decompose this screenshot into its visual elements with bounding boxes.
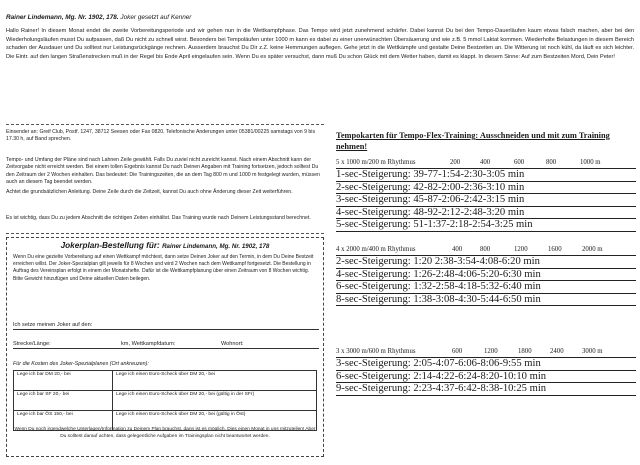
steigerung-row: 3-sec-Steigerung: 2:05-4:07-6:06-8:06-9:55 min xyxy=(336,357,636,371)
note-guidance: Achtet die grundsätzlichen Anleitung. Deine Zeile durch die Zeitzeit, kannst Du auch ohne Änderung dieser Zeit weiterführen. xyxy=(6,189,293,195)
rhythm-tick: 200 xyxy=(450,159,461,166)
rhythm-tick: 2000 m xyxy=(582,246,603,253)
payment-option-cash[interactable]: Lege ich bar ÖS 150,- bei xyxy=(14,411,113,431)
steigerung-row: 5-sec-Steigerung: 51-1:37-2:18-2:54-3:25 min xyxy=(336,219,636,232)
rhythm-tick: 800 xyxy=(546,159,557,166)
steigerung-row: 6-sec-Steigerung: 2:14-4:22-6:24-8:20-10:10 min xyxy=(336,371,636,384)
steigerung-row: 4-sec-Steigerung: 48-92-2:12-2:48-3:20 min xyxy=(336,207,636,220)
rhythm-label: 3 x 3000 m/600 m Rhythmus xyxy=(336,348,416,355)
note-tempo: Tempo- und Umfang der Pläne sind nach Lahnen Zeile gewählt. Falls Du zuviel nicht zureicht kannst. Nach einem Abschnitt kann der Zeitvorgabe nicht erreicht werden. Bei einem tollen Ergebnis kannst Du nach Deinen Angaben mit Training fortsetzen, jedoch solltest Du den Zeitraum der 2 Wochen einhalten. Das bedeutet: Die Trainingszeiten, die an dem Tag 800 m und 1000 m festgelegt wurden, müssen auch an diesem Tag beendet werden. xyxy=(6,157,320,186)
table-row xyxy=(14,391,317,411)
table-row xyxy=(14,371,317,391)
intro-paragraph: Hallo Rainer! In diesem Monat endet die zweite Vorbereitungsperiode und wir gehen nun in die Wettkampfphase. Das Tempo wird jetzt zunehmend schärfer. Dabei kannst Du bei den Tempo-Dauerläufen kaum etwas falsch machen, aber bei den Wiederholungsläufen musst Du aufpassen, daß Du nicht zu schnell wirst. Besonders bei Tempoläufen unter 1000 m kann es dabei zu einer unerwünschten Übersäuerung und wie z.B. 5 mmol Laktat kommen. Wiederholte Belastungen in diesem Bereich schaden der Ausdauer und Du solltest nur Leistungsrückgänge rechnen. Ausserdem brauchst Du Dir z.Z. keine Hemmungen auflegen. Gehe jetzt in die Wettkämpfe und gestalte Deine Bestzeiten an. Die Witterung ist noch kühl, da läuft es sich leichter. Die Eintr. auf den langen Straßenstrecken muß in der Regel bis Ende April eingelaufen sein. Wenn Du es später versuchst, dann muß Du schon Glück mit dem Wetter haben, damit es klappt. In diesem Sinne: Auf zum Bestzeiten Mord, Dein Peter! xyxy=(6,28,634,60)
joker-date-label: Ich setze meinen Joker auf den: xyxy=(13,322,93,328)
note-address: Einsender an: Greif Club, Postf. 1247, 38712 Seesen oder Fax 0820. Telefonische Anderungen unter 05381/00225 samstags von 9 bis 17.30 h, auf Band sprechen. xyxy=(6,129,316,143)
steigerung-row: 2-sec-Steigerung: 42-82-2:00-2:36-3:10 min xyxy=(336,182,636,195)
joker-date-field[interactable] xyxy=(13,322,319,330)
steigerung-row: 9-sec-Steigerung: 2:23-4:37-6:42-8:38-10:25 min xyxy=(336,383,636,396)
rhythm-tick: 1200 xyxy=(484,348,498,355)
rhythm-tick: 1200 xyxy=(514,246,528,253)
steigerung-row: 8-sec-Steigerung: 1:38-3:08-4:30-5:44-6:50 min xyxy=(336,294,636,307)
note-importance: Es ist wichtig, dass Du zu jedem Abschnitt die richtigen Zeiten einhältst. Das Training wurde nach Deinem Leistungsstand berechnet. xyxy=(6,215,311,221)
rhythm-line xyxy=(336,246,636,255)
payment-option-cheque[interactable]: Lege ich einen Euro-Scheck über DM 20,- bei xyxy=(113,371,317,391)
rhythm-label: 5 x 1000 m/200 m Rhythmus xyxy=(336,159,416,166)
rhythm-tick: 1800 xyxy=(518,348,532,355)
payment-options-table xyxy=(13,370,317,431)
form-footer: Wenn Du noch irgendwelche Unterlagen/Information zu Deinem Plan brauchst, dann ist es möglich, Dies einen Monat in uns mitzuteilen! Aber Du solltest darauf achten, dass gelegentliche Aufgaben im Trainingsplan nicht beantwortet werden. xyxy=(14,427,316,439)
payment-option-cash[interactable]: Lege ich bar SF 20,- bei xyxy=(14,391,113,411)
steigerung-row: 6-sec-Steigerung: 1:32-2:58-4:18-5:32-6:40 min xyxy=(336,281,636,294)
rhythm-tick: 2400 xyxy=(550,348,564,355)
race-date-label: km, Wettkampfdatum: xyxy=(121,341,176,347)
tempo-card-3000m xyxy=(336,348,636,396)
rhythm-tick: 400 xyxy=(452,246,463,253)
rhythm-tick: 3000 m xyxy=(582,348,603,355)
document-header xyxy=(6,14,426,21)
rhythm-tick: 1600 xyxy=(548,246,562,253)
rhythm-tick: 1000 m xyxy=(580,159,601,166)
rhythm-tick: 800 xyxy=(480,246,491,253)
form-description: Wenn Du eine gezielte Vorbereitung auf einen Wettkampf möchtest, dann setze Deinen Joker auf den Termin, in dem Du Deine Bestzeit erreichen willst. Der Joker-Spezialplan gilt jeweils für 8 Wochen und wird 2 Wochen nach dem Wettkampf fortgesetzt. Die Bestellung in Auftrag des Vereinsplan erfolgt in einem der Monatshefte. Dafür ist die Wettkampfplanung über einen Zeitraum von 8 Wochen wichtig. Bitte Gewicht hinzufügen und Deine aktuellen Daten beilegen. xyxy=(13,254,314,282)
joker-order-form xyxy=(6,237,324,457)
steigerung-row: 1-sec-Steigerung: 39-77-1:54-2:30-3:05 min xyxy=(336,168,636,182)
street-label: Strecke/Länge: xyxy=(13,341,51,347)
rhythm-tick: 600 xyxy=(452,348,463,355)
form-title: Jokerplan-Bestellung für: Rainer Lindemann, Mg. Nr. 1902, 178 xyxy=(60,241,270,250)
tempo-cards-heading: Tempokarten für Tempo-Flex-Training: Ausschneiden und mit zum Training nehmen! xyxy=(336,131,610,151)
payment-option-cheque[interactable]: Lege ich einen Euro-Scheck über DM 20,- bei (gültig in Öst) xyxy=(113,411,317,431)
tempo-card-2000m xyxy=(336,246,636,306)
header-subtitle: Joker gesetzt auf Kenner xyxy=(120,14,192,21)
race-details-field[interactable] xyxy=(13,341,319,349)
divider xyxy=(6,124,324,125)
steigerung-row: 3-sec-Steigerung: 45-87-2:06-2:42-3:15 min xyxy=(336,194,636,207)
place-label: Wohnort: xyxy=(221,341,244,347)
rhythm-tick: 600 xyxy=(514,159,525,166)
rhythm-label: 4 x 2000 m/400 m Rhythmus xyxy=(336,246,416,253)
payment-option-cheque[interactable]: Lege ich einen Euro-Scheck über DM 20,- bei (gültig in der SFr) xyxy=(113,391,317,411)
rhythm-line xyxy=(336,159,636,168)
cost-note: Für die Kosten des Joker-Spezialplanes (Ort ankreuzen): xyxy=(13,361,149,367)
rhythm-line xyxy=(336,348,636,357)
header-title: Rainer Lindemann, Mg. Nr. 1902, 178. xyxy=(6,14,119,21)
tempo-card-1000m xyxy=(336,159,636,232)
steigerung-row: 2-sec-Steigerung: 1:20 2:38-3:54-4:08-6:20 min xyxy=(336,255,636,269)
divider xyxy=(6,233,324,234)
steigerung-row: 4-sec-Steigerung: 1:26-2:48-4:06-5:20-6:30 min xyxy=(336,269,636,282)
rhythm-tick: 400 xyxy=(480,159,491,166)
payment-option-cash[interactable]: Lege ich bar DM 20,- bei xyxy=(14,371,113,391)
